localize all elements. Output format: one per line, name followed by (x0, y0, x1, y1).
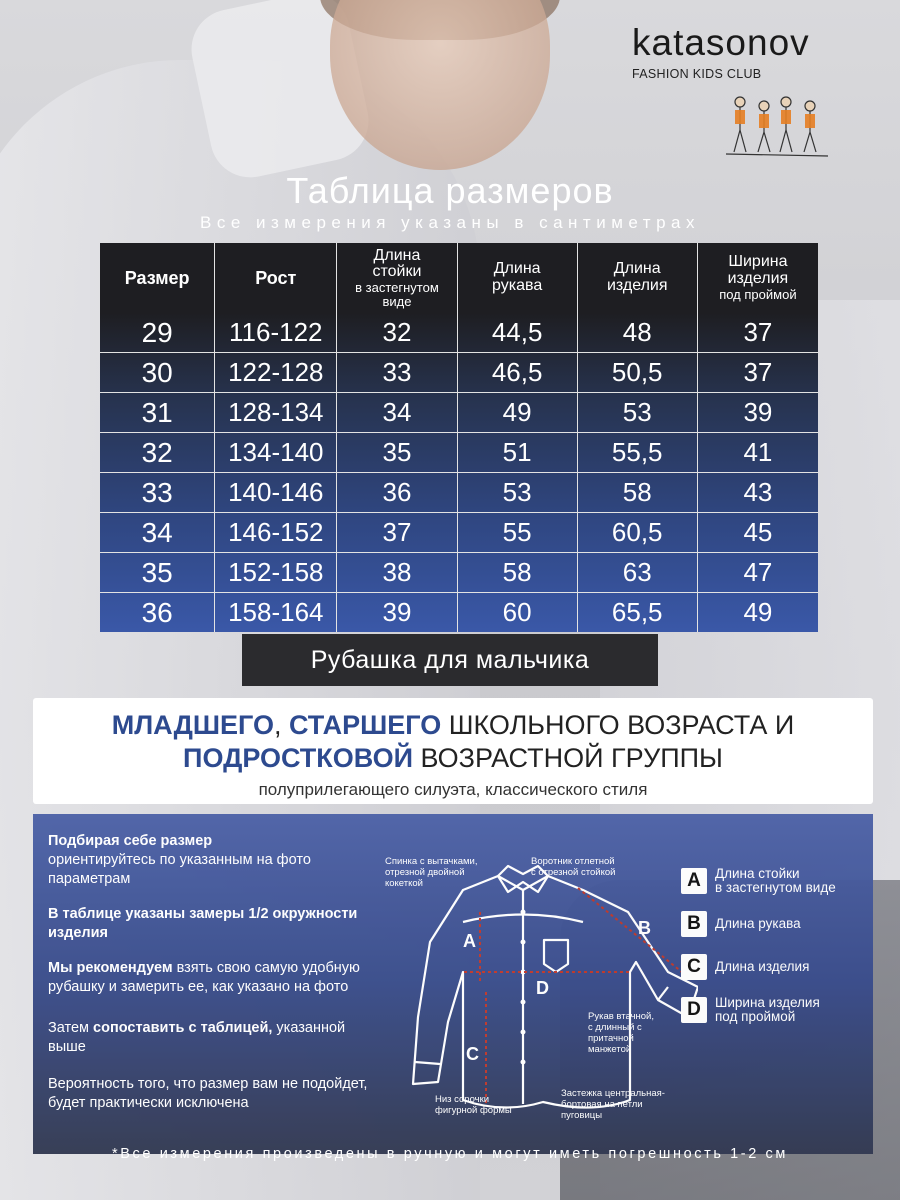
table-cell: 49 (697, 593, 818, 633)
table-cell: 34 (100, 513, 215, 553)
table-cell: 37 (337, 513, 457, 553)
diagram-letter-d: D (536, 978, 549, 998)
table-cell: 32 (337, 313, 457, 353)
button-2 (521, 940, 526, 945)
age-line-1: МЛАДШЕГО, СТАРШЕГО ШКОЛЬНОГО ВОЗРАСТА И (111, 710, 795, 740)
table-cell: 38 (337, 553, 457, 593)
header-garment-length: Длина изделия (577, 243, 697, 313)
legend-text-c: Длина изделия (715, 959, 810, 974)
measurement-info-panel (33, 814, 873, 1154)
header-collar-length: Длина стойки в застегнутом виде (337, 243, 457, 313)
age-line-2: ПОДРОСТКОВОЙ ВОЗРАСТНОЙ ГРУППЫ (183, 743, 723, 773)
table-cell: 44,5 (457, 313, 577, 353)
legend-badge-b: B (681, 911, 707, 937)
legend-item-c (681, 952, 871, 982)
table-cell: 30 (100, 353, 215, 393)
table-cell: 48 (577, 313, 697, 353)
table-cell: 116-122 (215, 313, 337, 353)
measurement-legend (681, 866, 871, 1038)
table-row (100, 513, 818, 553)
table-cell: 55 (457, 513, 577, 553)
diagram-letter-a: A (463, 931, 476, 951)
instruction-1: Подбирая себе размер ориентируйтесь по указанным на фото параметрам (48, 833, 311, 887)
header-sleeve-length: Длина рукава (457, 243, 577, 313)
table-cell: 49 (457, 393, 577, 433)
measure-line-b (578, 888, 688, 977)
table-row (100, 553, 818, 593)
table-cell: 60,5 (577, 513, 697, 553)
table-cell: 60 (457, 593, 577, 633)
page-title: Таблица размеров (286, 170, 614, 211)
table-cell: 35 (100, 553, 215, 593)
table-cell: 41 (697, 433, 818, 473)
brand-subtitle: FASHION KIDS CLUB (632, 67, 762, 81)
diagram-letter-c: C (466, 1044, 479, 1064)
table-cell: 51 (457, 433, 577, 473)
diagram-letter-b: B (638, 918, 651, 938)
footnote: *Все измерения произведены в ручную и могут иметь погрешность 1-2 см (112, 1146, 788, 1162)
button-6 (521, 1060, 526, 1065)
label-collar: Воротник отлетной с отрезной стойкой (531, 856, 616, 878)
legend-text-b: Длина рукава (715, 916, 801, 931)
instruction-5: Вероятность того, что размер вам не подойдет, будет практически исключена (48, 1076, 368, 1111)
table-cell: 36 (100, 593, 215, 633)
table-cell: 128-134 (215, 393, 337, 433)
table-cell: 122-128 (215, 353, 337, 393)
table-cell: 36 (337, 473, 457, 513)
table-cell: 158-164 (215, 593, 337, 633)
table-row (100, 353, 818, 393)
legend-text-d: Ширина изделия под проймой (715, 995, 820, 1024)
table-cell: 32 (100, 433, 215, 473)
table-cell: 43 (697, 473, 818, 513)
table-cell: 33 (100, 473, 215, 513)
brand-logo (632, 24, 872, 81)
size-table-header (100, 243, 818, 313)
legend-item-d (681, 995, 871, 1025)
pocket-outline (544, 940, 568, 972)
table-cell: 34 (337, 393, 457, 433)
legend-item-a (681, 866, 871, 896)
legend-badge-d: D (681, 997, 707, 1023)
table-cell: 152-158 (215, 553, 337, 593)
header-height: Рост (215, 243, 337, 313)
table-cell: 37 (697, 353, 818, 393)
table-cell: 63 (577, 553, 697, 593)
label-back: Спинка с вытачками, отрезной двойной кокеткой (385, 856, 478, 889)
legend-text-a: Длина стойки в застегнутом виде (715, 866, 836, 895)
table-row (100, 313, 818, 353)
table-cell: 37 (743, 317, 773, 347)
legend-badge-a: A (681, 868, 707, 894)
shirt-measurement-diagram (368, 832, 698, 1152)
table-cell: 50,5 (577, 353, 697, 393)
table-cell: 55,5 (577, 433, 697, 473)
button-5 (521, 1030, 526, 1035)
legend-badge-c: C (681, 954, 707, 980)
label-placket: Застежка центральная-бортовая на петли пуговицы (561, 1088, 665, 1121)
legend-item-b (681, 909, 871, 939)
brand-name: katasonov (632, 22, 810, 63)
table-row (100, 433, 818, 473)
size-table (100, 243, 818, 632)
table-cell: 31 (100, 393, 215, 433)
table-cell: 47 (697, 553, 818, 593)
instructions (48, 832, 368, 1129)
table-cell: 53 (577, 393, 697, 433)
button-1 (521, 910, 526, 915)
table-cell: 53 (457, 473, 577, 513)
table-row (100, 393, 818, 433)
age-group-box (33, 698, 873, 804)
label-hem: Низ сорочки фигурной формы (435, 1094, 512, 1116)
product-label: Рубашка для мальчика (242, 634, 658, 686)
table-cell: 45 (697, 513, 818, 553)
table-cell: 65,5 (577, 593, 697, 633)
table-row (100, 593, 818, 633)
table-cell: 29 (100, 313, 215, 353)
table-cell: 58 (457, 553, 577, 593)
table-cell: 134-140 (215, 433, 337, 473)
header-garment-width: Ширина изделия под проймой (719, 253, 797, 302)
table-cell: 140-146 (215, 473, 337, 513)
table-cell: 35 (337, 433, 457, 473)
table-row (100, 473, 818, 513)
size-table-body (100, 313, 818, 632)
header-size: Размер (100, 243, 215, 313)
page-subtitle: Все измерения указаны в сантиметрах (200, 213, 700, 232)
table-cell: 46,5 (457, 353, 577, 393)
table-cell: 146-152 (215, 513, 337, 553)
table-cell: 39 (697, 393, 818, 433)
table-cell: 33 (337, 353, 457, 393)
table-cell: 39 (337, 593, 457, 633)
instruction-2: В таблице указаны замеры 1/2 окружности изделия (48, 906, 358, 941)
style-description: полуприлегающего силуэта, классического стиля (258, 780, 648, 799)
button-4 (521, 1000, 526, 1005)
instruction-4: Затем сопоставить с таблицей, указанной выше (48, 1020, 346, 1055)
table-cell: 58 (577, 473, 697, 513)
label-sleeve: Рукав втачной, с длинный с притачной манжетой (588, 1011, 655, 1055)
brand-kids-illustration (722, 88, 832, 160)
instruction-3: Мы рекомендуем взять свою самую удобную рубашку и замерить ее, как указано на фото (48, 960, 360, 995)
cuff-line (658, 987, 668, 1000)
shirt-outline (413, 876, 698, 1108)
cuff-left-line (415, 1062, 440, 1064)
